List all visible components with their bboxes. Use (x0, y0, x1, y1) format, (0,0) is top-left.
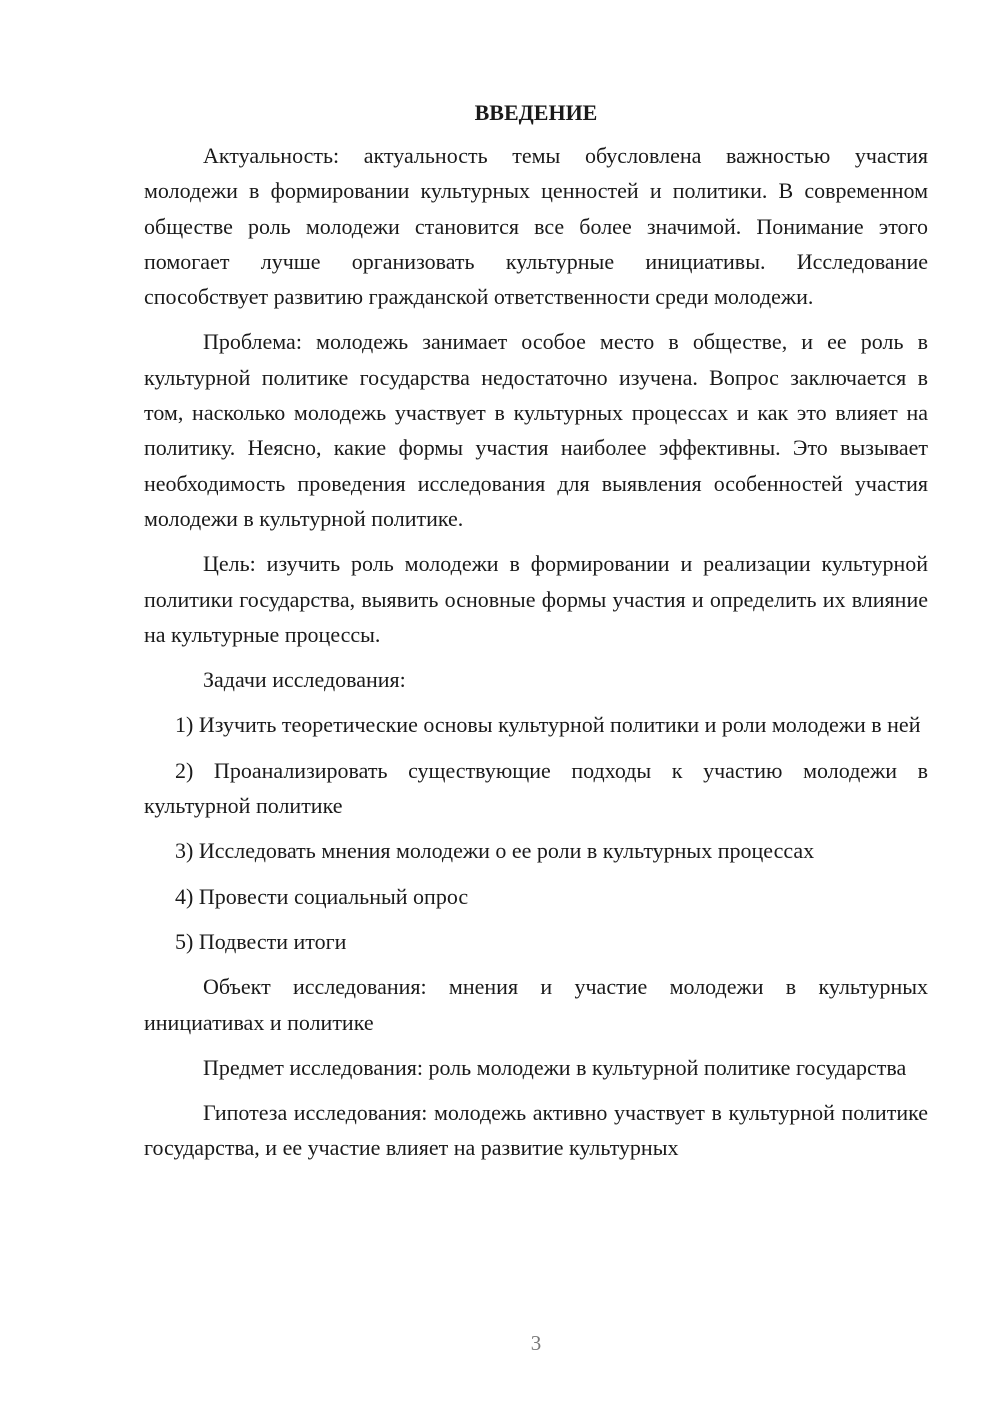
page-number: 3 (530, 1331, 542, 1355)
task-item-1: 1) Изучить теоретические основы культурной политики и роли молодежи в ней (175, 712, 921, 738)
object-paragraph: Объект исследования: мнения и участие молодежи в культурных инициативах и политике (144, 974, 928, 1035)
subject-paragraph: Предмет исследования: роль молодежи в культурной политике государства (203, 1054, 907, 1080)
section-title: ВВЕДЕНИЕ (474, 100, 598, 125)
task-item-2: 2) Проанализировать существующие подходы к участию молодежи в культурной политике (144, 757, 928, 819)
task-item-3: 3) Исследовать мнения молодежи о ее роли в культурных процессах (175, 838, 815, 864)
tasks-heading: Задачи исследования: (203, 667, 406, 693)
document-page (144, 95, 928, 1166)
problem-paragraph: Проблема: молодежь занимает особое место в обществе, и ее роль в культурной политике государства недостаточно изучена. Вопрос заключается в том, насколько молодежь участвует в культурных процессах и как это влияет на политику. Неясно, какие формы участия наиболее эффективны. Это вызывает необходимость проведения исследования для выявления особенностей участия молодежи в культурной политике. (144, 329, 928, 531)
hypothesis-paragraph: Гипотеза исследования: молодежь активно участвует в культурной политике государства, и ее участие влияет на развитие культурных (144, 1100, 928, 1161)
task-item-4: 4) Провести социальный опрос (175, 883, 469, 909)
goal-paragraph: Цель: изучить роль молодежи в формировании и реализации культурной политики государства, выявить основные формы участия и определить их влияние на культурные процессы. (144, 551, 928, 647)
task-item-5: 5) Подвести итоги (175, 928, 347, 954)
relevance-paragraph: Актуальность: актуальность темы обусловлена важностью участия молодежи в формировании культурных ценностей и политики. В современном обществе роль молодежи становится все более значимой. Понимание этого помогает лучше организовать культурные инициативы. Исследование способствует развитию гражданской ответственности среди молодежи. (144, 143, 928, 310)
